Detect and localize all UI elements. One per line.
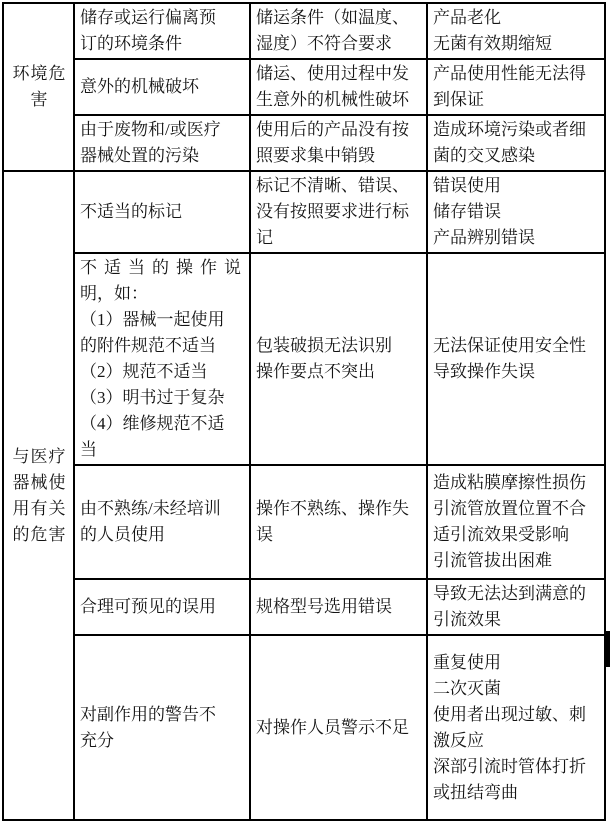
cell-text-line: 害 bbox=[30, 90, 49, 109]
table-row bbox=[3, 3, 605, 59]
cell-text-line: 产品辨别错误 bbox=[433, 228, 535, 247]
cell-text-line: 造成粘膜摩擦性损伤 bbox=[433, 473, 586, 492]
cell-hazard-1 bbox=[74, 3, 250, 59]
group-label-device-use-hazard bbox=[3, 171, 74, 820]
cell-harm-4 bbox=[427, 171, 605, 253]
cell-text-line: 引流效果 bbox=[433, 610, 501, 629]
cell-text-line: 储运、使用过程中发 bbox=[256, 64, 409, 83]
cell-cause-4 bbox=[250, 171, 427, 253]
cell-text-line: 由于废物和/或医疗 bbox=[80, 120, 221, 139]
cell-harm-1 bbox=[427, 3, 605, 59]
cell-hazard-3 bbox=[74, 115, 250, 171]
table-row bbox=[3, 115, 605, 171]
cell-harm-2 bbox=[427, 59, 605, 115]
cell-text-line: 明，如： bbox=[80, 284, 148, 303]
cell-text-line: 对操作人员警示不足 bbox=[256, 717, 409, 737]
cell-text-line: 订的环境条件 bbox=[80, 34, 182, 53]
cell-cause-5 bbox=[250, 253, 427, 465]
cell-text-line: 充分 bbox=[80, 730, 114, 750]
cell-text-line: 的危害 bbox=[12, 524, 67, 544]
group-label-environmental-hazard bbox=[3, 3, 74, 171]
cell-hazard-2 bbox=[74, 59, 250, 115]
cell-text-line: 由不熟练/未经培训 bbox=[80, 499, 221, 518]
cell-text-line: 器械处置的污染 bbox=[80, 146, 199, 165]
table-row bbox=[3, 59, 605, 115]
cell-text-line: 造成环境污染或者细 bbox=[433, 120, 586, 139]
scan-edge-artifact bbox=[605, 631, 610, 667]
cell-text-line: 到保证 bbox=[433, 90, 484, 109]
cell-text-line: 湿度）不符合要求 bbox=[256, 34, 392, 53]
cell-text-line: 标记不清晰、错误、 bbox=[256, 176, 409, 195]
cell-text-line: （4）维修规范不适 bbox=[80, 414, 225, 433]
cell-hazard-4 bbox=[74, 171, 250, 253]
cell-hazard-7 bbox=[74, 579, 250, 635]
cell-text-line: 深部引流时管体打折 bbox=[433, 756, 586, 776]
cell-text-line: 没有按照要求进行标 bbox=[256, 202, 409, 221]
table-row bbox=[3, 579, 605, 635]
cell-harm-5 bbox=[427, 253, 605, 465]
cell-hazard-8 bbox=[74, 635, 250, 820]
cell-text-line: 使用者出现过敏、刺 bbox=[433, 704, 586, 724]
cell-text-line: 用有关 bbox=[12, 498, 67, 518]
cell-hazard-6 bbox=[74, 465, 250, 579]
cell-harm-3 bbox=[427, 115, 605, 171]
cell-text-line: 菌的交叉感染 bbox=[433, 146, 535, 165]
cell-text-line: 不适当的操作说 bbox=[80, 258, 248, 277]
cell-text-line: 的附件规范不适当 bbox=[80, 336, 216, 355]
cell-text-line: 引流管拔出困难 bbox=[433, 551, 552, 570]
cell-text-line: 二次灭菌 bbox=[433, 678, 501, 698]
cell-text-line: 照要求集中销毁 bbox=[256, 146, 375, 165]
cell-cause-1 bbox=[250, 3, 427, 59]
risk-analysis-table bbox=[2, 2, 606, 821]
cell-text-line: 无法保证使用安全性 bbox=[433, 336, 586, 355]
cell-text-line: 规格型号选用错误 bbox=[256, 597, 392, 616]
cell-text-line: 无菌有效期缩短 bbox=[433, 34, 552, 53]
cell-text-line: 记 bbox=[256, 228, 273, 247]
cell-cause-8 bbox=[250, 635, 427, 820]
cell-cause-6 bbox=[250, 465, 427, 579]
cell-hazard-5 bbox=[74, 253, 250, 465]
cell-text-line: 产品老化 bbox=[433, 8, 501, 27]
cell-text-line: 储存或运行偏离预 bbox=[80, 8, 216, 27]
cell-harm-8 bbox=[427, 635, 605, 820]
cell-text-line: 对副作用的警告不 bbox=[80, 704, 216, 724]
cell-text-line: 生意外的机械性破坏 bbox=[256, 90, 409, 109]
cell-text-line: 适引流效果受影响 bbox=[433, 525, 569, 544]
cell-text-line: 导致操作失误 bbox=[433, 362, 535, 381]
cell-harm-6 bbox=[427, 465, 605, 579]
cell-text-line: 导致无法达到满意的 bbox=[433, 584, 586, 603]
cell-text-line: 意外的机械破坏 bbox=[80, 77, 199, 96]
cell-text-line: 储存错误 bbox=[433, 202, 501, 221]
table-row bbox=[3, 635, 605, 820]
cell-text-line: 当 bbox=[80, 440, 97, 459]
cell-text-line: 操作要点不突出 bbox=[256, 362, 375, 381]
cell-text-line: 的人员使用 bbox=[80, 525, 165, 544]
cell-cause-3 bbox=[250, 115, 427, 171]
table-row bbox=[3, 465, 605, 579]
cell-text-line: 引流管放置位置不合 bbox=[433, 499, 586, 518]
cell-text-line: 包装破损无法识别 bbox=[256, 336, 392, 355]
cell-text-line: 产品使用性能无法得 bbox=[433, 64, 586, 83]
cell-text-line: 激反应 bbox=[433, 730, 484, 750]
cell-text-line: 操作不熟练、操作失 bbox=[256, 499, 409, 518]
cell-text-line: 错误使用 bbox=[433, 176, 501, 195]
cell-cause-7 bbox=[250, 579, 427, 635]
cell-text-line: 误 bbox=[256, 525, 273, 544]
cell-text-line: 不适当的标记 bbox=[80, 202, 182, 221]
cell-text-line: 或扭结弯曲 bbox=[433, 782, 518, 802]
table-row bbox=[3, 253, 605, 465]
cell-text-line: 重复使用 bbox=[433, 652, 501, 672]
cell-text-line: （1）器械一起使用 bbox=[80, 310, 225, 329]
cell-text-line: 器械使 bbox=[12, 472, 67, 492]
cell-text-line: 环境危 bbox=[12, 64, 67, 83]
cell-text-line: 合理可预见的误用 bbox=[80, 597, 216, 616]
cell-text-line: 使用后的产品没有按 bbox=[256, 120, 409, 139]
cell-text-line: （3）明书过于复杂 bbox=[80, 388, 225, 407]
table-row bbox=[3, 171, 605, 253]
cell-harm-7 bbox=[427, 579, 605, 635]
cell-text-line: 与医疗 bbox=[12, 446, 67, 466]
cell-text-line: 储运条件（如温度、 bbox=[256, 8, 409, 27]
cell-text-line: （2）规范不适当 bbox=[80, 362, 208, 381]
cell-cause-2 bbox=[250, 59, 427, 115]
